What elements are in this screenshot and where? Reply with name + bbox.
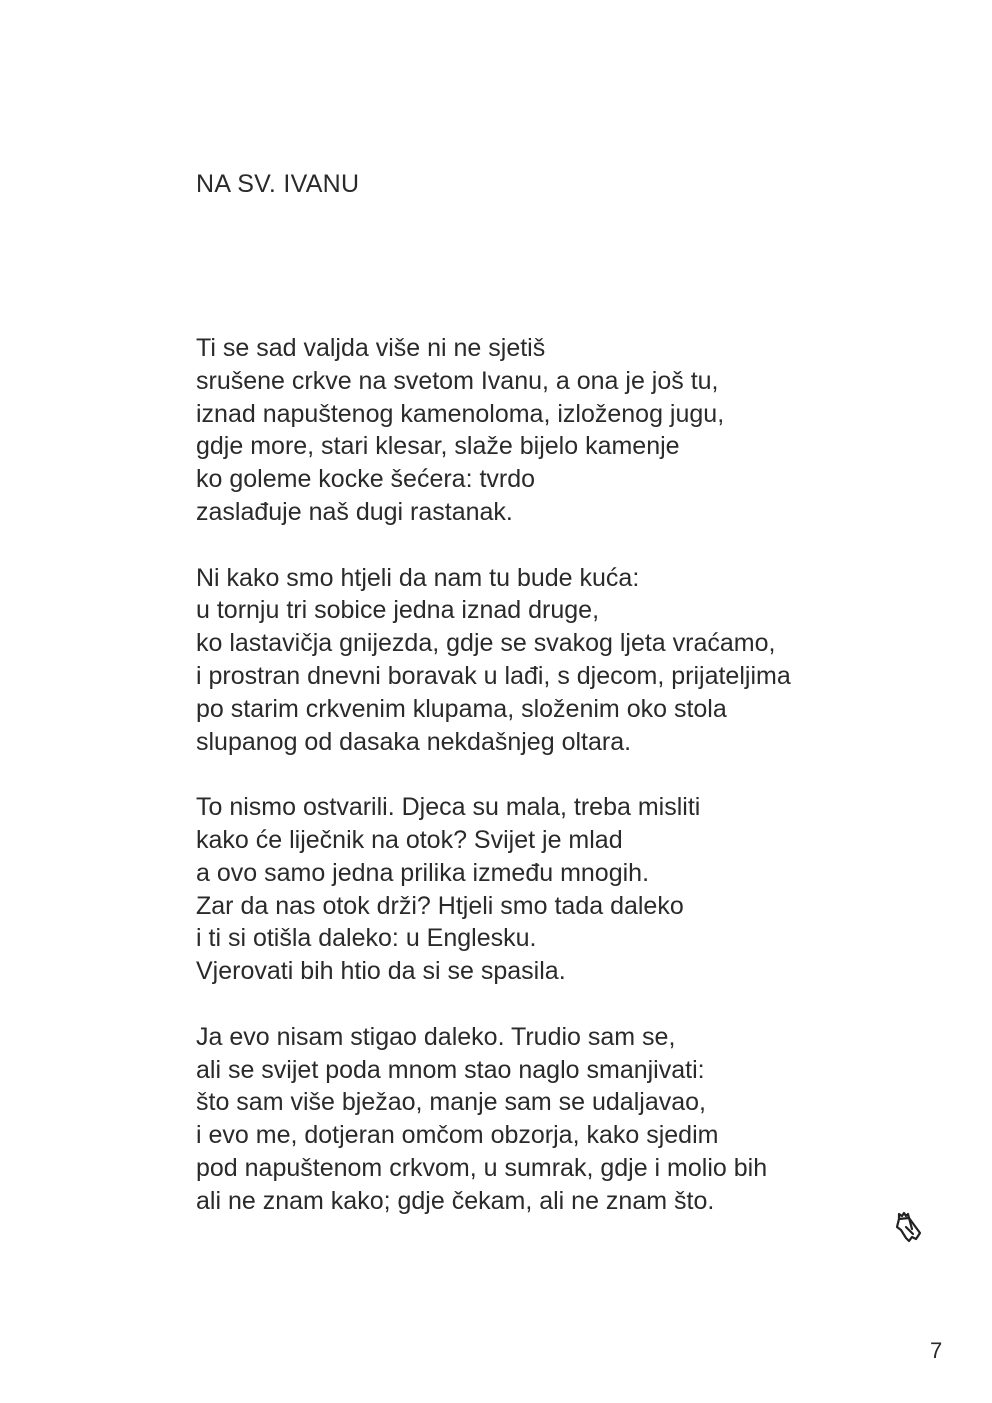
page-number: 7 <box>930 1338 943 1363</box>
poem-line: To nismo ostvarili. Djeca su mala, treba misliti <box>196 793 701 822</box>
stanza-1 <box>196 332 916 529</box>
poem-line: ko lastavičja gnijezda, gdje se svakog ljeta vraćamo, <box>196 629 776 658</box>
poem-line: slupanog od dasaka nekdašnjeg oltara. <box>196 727 632 756</box>
poem-line: Ja evo nisam stigao daleko. Trudio sam se, <box>196 1022 676 1051</box>
poem-line: Ti se sad valjda više ni ne sjetiš <box>196 334 546 362</box>
poem-line: ali se svijet poda mnom stao naglo smanjivati: <box>196 1055 705 1084</box>
poem-line: i prostran dnevni boravak u lađi, s djecom, prijateljima <box>196 661 791 690</box>
poem-line: kako će liječnik na otok? Svijet je mlad <box>196 825 623 854</box>
poem-line: Vjerovati bih htio da si se spasila. <box>196 957 566 986</box>
pointing-hand-icon <box>893 1210 927 1244</box>
poem-line: zaslađuje naš dugi rastanak. <box>196 497 513 526</box>
stanza-3 <box>196 791 916 988</box>
poem-title: NA SV. IVANU <box>196 170 360 198</box>
stanza-4 <box>196 1021 916 1218</box>
stanza-2 <box>196 562 916 759</box>
poem-line: iznad napuštenog kamenoloma, izloženog jugu, <box>196 399 725 428</box>
poem-line: po starim crkvenim klupama, složenim oko stola <box>196 694 727 723</box>
poem-line: Ni kako smo htjeli da nam tu bude kuća: <box>196 563 640 592</box>
poem-line: gdje more, stari klesar, slaže bijelo kamenje <box>196 432 680 461</box>
poem-line: što sam više bježao, manje sam se udaljavao, <box>196 1088 706 1117</box>
poem-line: ali ne znam kako; gdje čekam, ali ne znam što. <box>196 1186 715 1215</box>
poem-line: srušene crkve na svetom Ivanu, a ona je još tu, <box>196 366 719 395</box>
poem-line: i evo me, dotjeran omčom obzorja, kako sjedim <box>196 1121 719 1150</box>
poem-line: pod napuštenom crkvom, u sumrak, gdje i molio bih <box>196 1153 768 1182</box>
poem-line: ko goleme kocke šećera: tvrdo <box>196 465 536 494</box>
poem-body <box>196 332 916 1250</box>
poem-line: Zar da nas otok drži? Htjeli smo tada daleko <box>196 891 684 920</box>
poem-line: i ti si otišla daleko: u Englesku. <box>196 924 537 953</box>
poem-line: a ovo samo jedna prilika između mnogih. <box>196 858 650 887</box>
poem-line: u tornju tri sobice jedna iznad druge, <box>196 596 600 625</box>
